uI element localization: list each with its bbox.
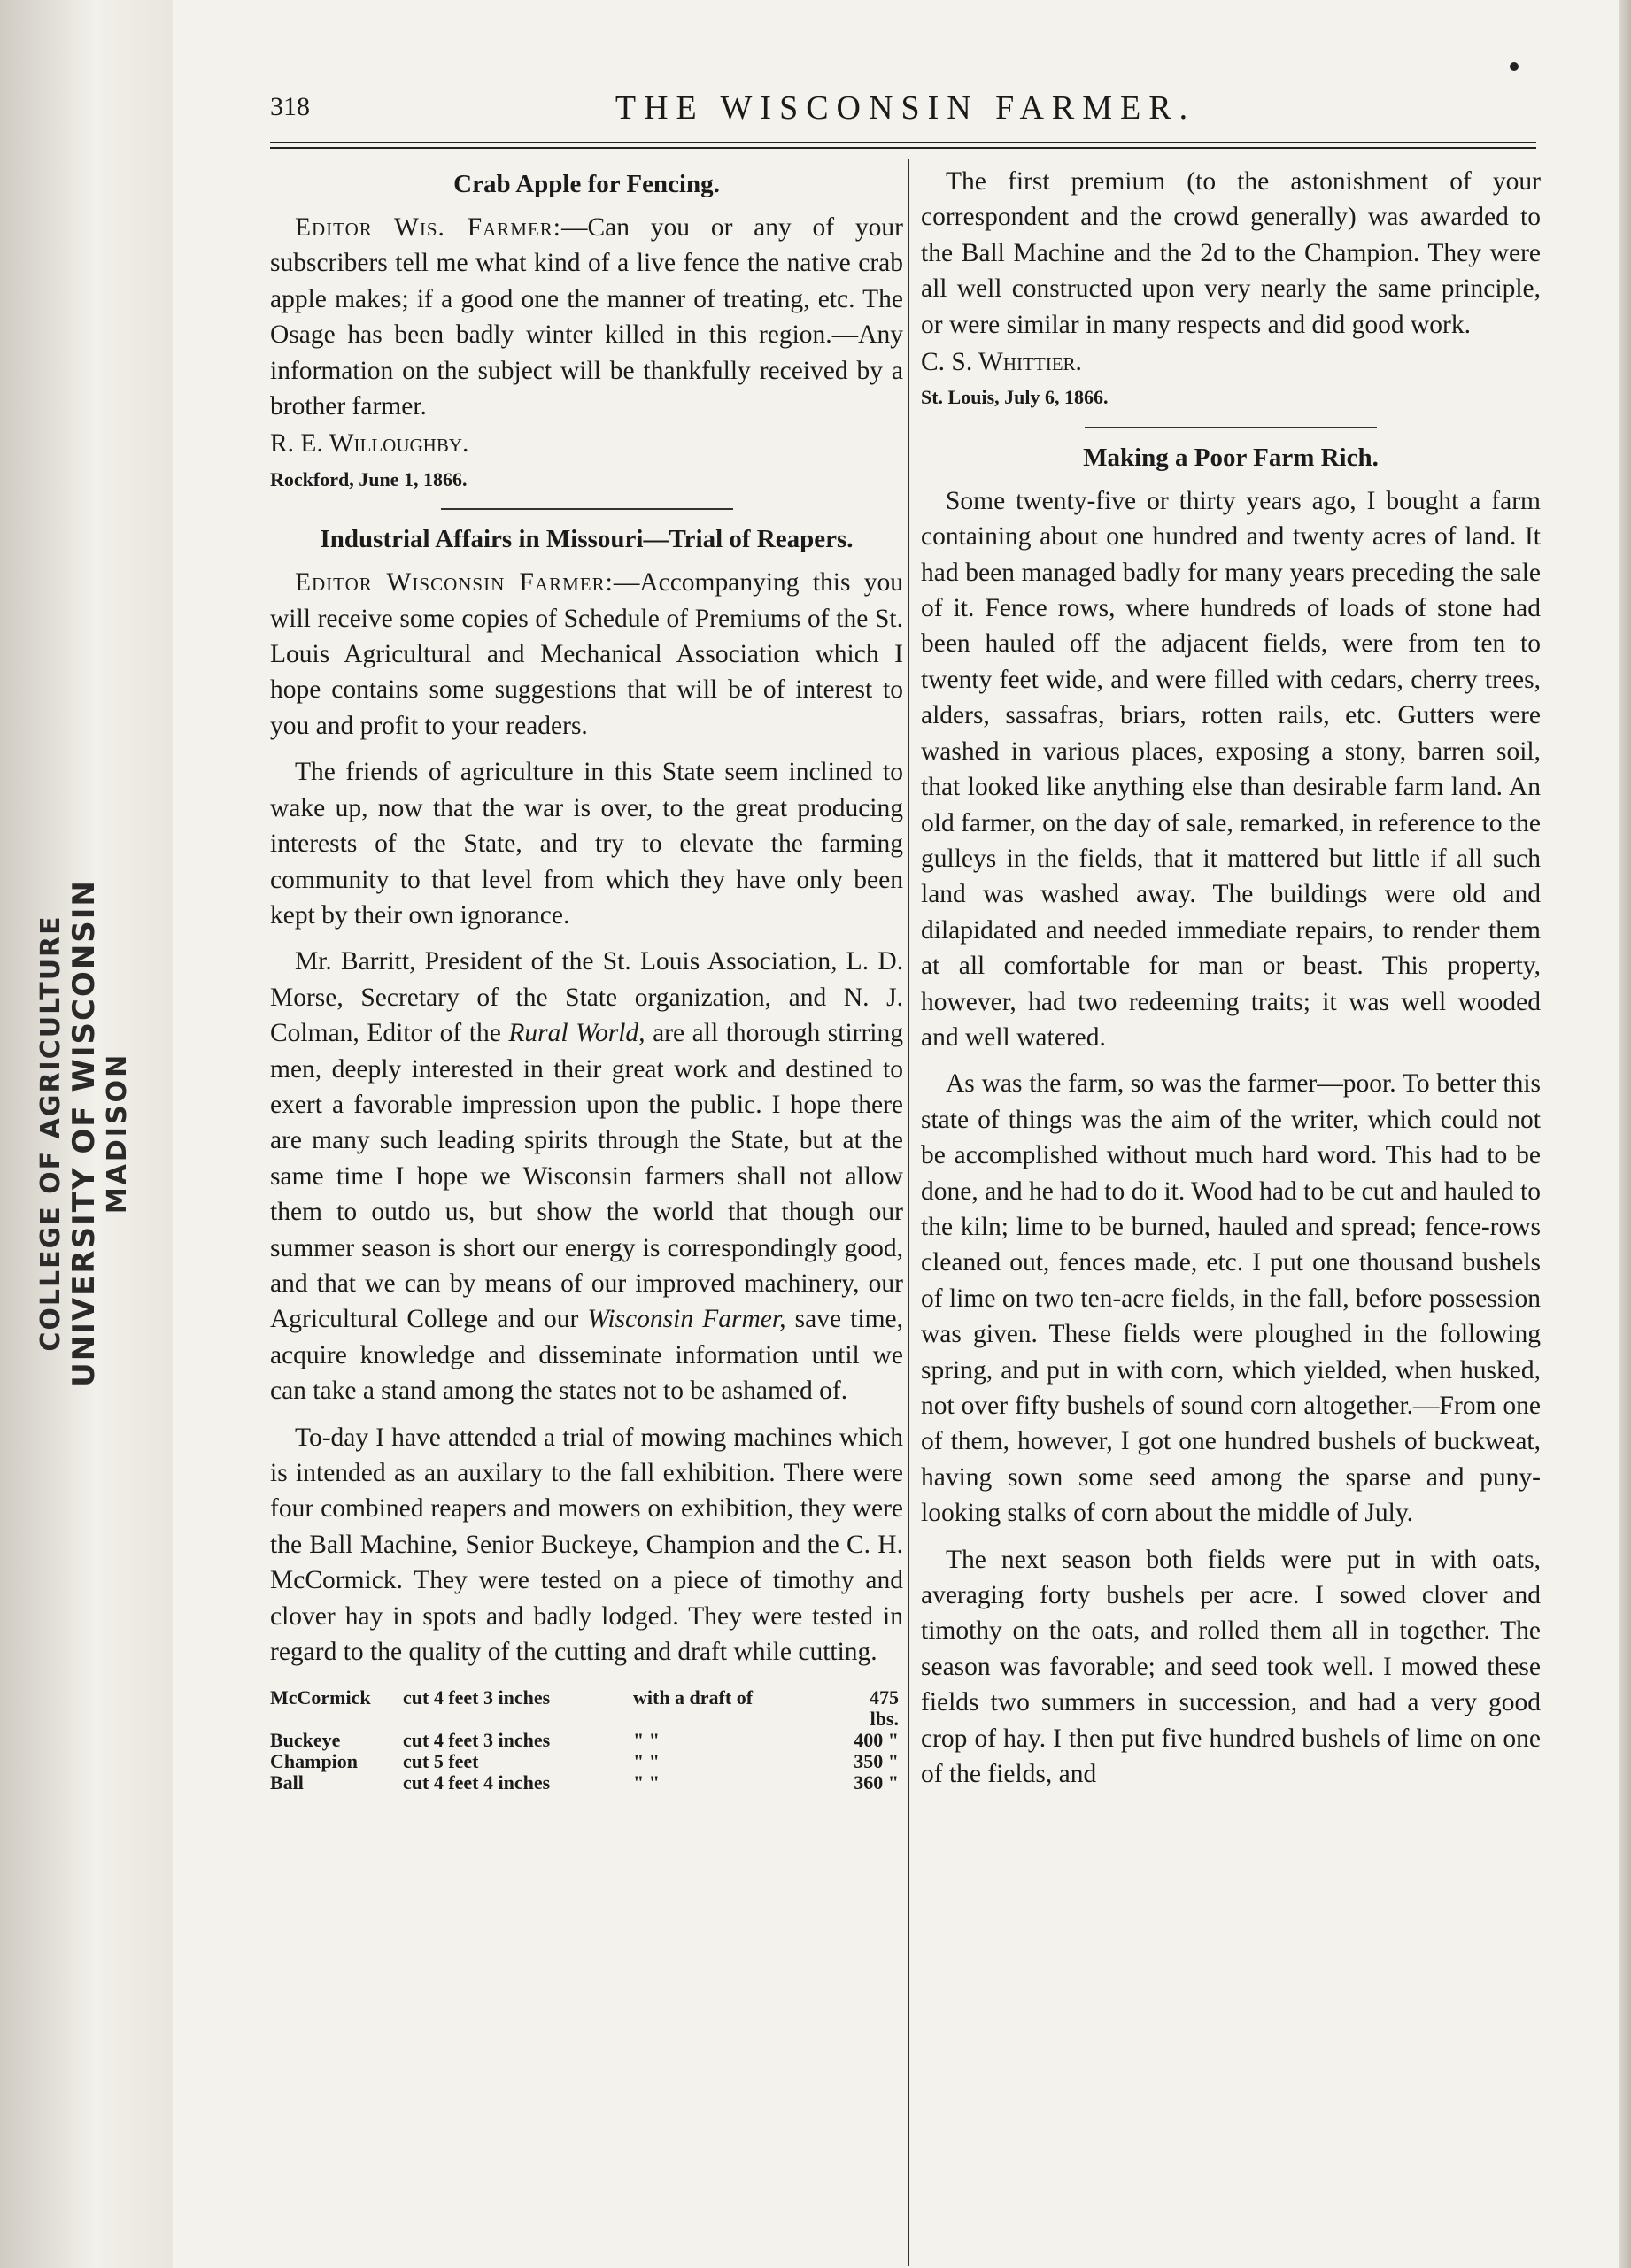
cut-width: cut 5 feet xyxy=(403,1750,479,1773)
signature-willoughby: R. E. Willoughby. xyxy=(270,429,469,459)
italic-title: Rural World, xyxy=(508,1019,645,1048)
library-stamp xyxy=(35,879,133,1387)
body-text: —Can you or any of your subscribers tell me what kind of a live fence the native crab apple makes; if a good one the manner of treating, etc. The Osage has been badly winter killed in this region.—Any information on the subject will be thankfully received by a brother farmer. xyxy=(270,213,903,421)
newspaper-page xyxy=(173,0,1631,2268)
signature-whittier: C. S. Whittier. xyxy=(921,348,1082,377)
paragraph-4: To-day I have attended a trial of mowing machines which is intended as an auxilary to the fall exhibition. There were four combined reapers and mowers on exhibition, they were the Ball Machine, Senior Buckeye, Champion and the C. H. McCormick. They were tested on a piece of timothy and clover hay in spots and badly lodged. They were tested in regard to the quality of the cutting and draft while cutting. xyxy=(270,1423,903,1667)
cut-width: cut 4 feet 4 inches xyxy=(403,1771,551,1794)
salutation: Editor Wisconsin Farmer: xyxy=(295,568,614,598)
draft-label: " " xyxy=(633,1771,660,1794)
page-edge xyxy=(1619,0,1631,2268)
paragraph-text: —Accompanying this you will receive some copies of Schedule of Premiums of the St. Louis Agricultural and Mechanical Association which I hope contains some suggestions that will be of interest to you and profit to your readers. xyxy=(270,568,903,740)
paragraph-2: The friends of agriculture in this State seem inclined to wake up, now that the war is over, to the great producing interests of the State, and try to elevate the farming community to that level from which they have only been kept by their own ignorance. xyxy=(270,758,903,930)
paragraph-1: Some twenty-five or thirty years ago, I bought a farm containing about one hundred and twenty acres of land. It had been managed badly for many years preceding the sale of it. Fence rows, where hundreds of loads of stone had been hauled off the adjacent fields, were from ten to twenty feet wide, and were filled with cedars, cherry trees, alders, sassafras, briars, rotten rails, etc. Gutters were washed in various places, exposing a stony, barren soil, that looked like anything else than desirable farm land. An old farmer, on the day of sale, remarked, in reference to the gulleys in the fields, that it mattered but little if all such land was washed away. The buildings were old and dilapidated and needed immediate repairs, to render them at all comfortable for man or beast. This property, however, had two redeeming traits; it was well wooded and well watered. xyxy=(921,486,1541,1052)
cut-width: cut 4 feet 3 inches xyxy=(403,1686,551,1709)
machine-name: Champion xyxy=(270,1750,359,1773)
print-speck xyxy=(1510,62,1519,71)
draft-value: 350 " xyxy=(854,1750,899,1773)
draft-label: " " xyxy=(633,1729,660,1752)
paragraph-2: As was the farm, so was the farmer—poor. To better this state of things was the aim of the writer, which could not be accomplished without much hard word. This had to be done, and he had to do it. Wood had to be cut and hauled to the kiln; lime to be burned, hauled and spread; fence-rows cleaned out, fences made, etc. I put one thousand bushels of lime on two ten-acre fields, in the fall, before possession was given. These fields were ploughed in the following spring, and put in with corn, which yielded, when husked, not over fifty bushels of sound corn altogether.—From one of them, however, I got one hundred bushels of buckweat, having sown some seed among the sparse and puny-looking stalks of corn about the middle of July. xyxy=(921,1069,1542,1528)
header-rule xyxy=(270,142,1536,143)
book-binding-margin xyxy=(0,0,173,2268)
article-title-missouri: Industrial Affairs in Missouri—Trial of Reapers. xyxy=(320,525,854,554)
salutation: Editor Wis. Farmer: xyxy=(295,213,561,242)
right-column xyxy=(921,164,1541,1792)
article-separator xyxy=(270,503,903,512)
paragraph-1 xyxy=(270,565,903,744)
table-row xyxy=(270,1687,903,1730)
table-row xyxy=(270,1751,903,1772)
draft-label: with a draft of xyxy=(633,1686,754,1709)
article-title-crab-apple: Crab Apple for Fencing. xyxy=(453,170,720,198)
draft-label: " " xyxy=(633,1750,660,1773)
stamp-line-3: MADISON xyxy=(102,1052,133,1215)
stamp-line-1: COLLEGE OF AGRICULTURE xyxy=(35,914,66,1352)
paragraph-text: are all thorough stirring men, deeply interested in their great work and destined to exert a favorable impression upon the public. I hope there are many such leading spirits through the State, but at the same time I hope we Wisconsin farmers shall not allow them to outdo us, but show the world that though our summer season is short our energy is correspondingly good, and that we can by means of our improved machinery, our Agricultural College and our xyxy=(270,1019,903,1334)
paragraph-3 xyxy=(270,944,903,1408)
article-body-crab-apple xyxy=(270,210,903,424)
machine-name: Buckeye xyxy=(270,1729,341,1752)
draft-value: 475 lbs. xyxy=(870,1686,899,1731)
page-header xyxy=(270,89,1541,133)
page-number: 318 xyxy=(270,92,310,121)
stamp-line-2: UNIVERSITY OF WISCONSIN xyxy=(66,879,102,1387)
masthead-title: THE WISCONSIN FARMER. xyxy=(615,89,1196,127)
machine-name: McCormick xyxy=(270,1686,371,1709)
italic-title: Wisconsin Farmer, xyxy=(587,1305,786,1334)
table-row xyxy=(270,1730,903,1751)
paragraph-text: save time, acquire knowledge and disseminate information until we can take a stand among the states not to be ashamed of. xyxy=(270,1305,903,1406)
table-row xyxy=(270,1772,903,1794)
dateline-st-louis: St. Louis, July 6, 1866. xyxy=(921,386,1109,409)
cut-width: cut 4 feet 3 inches xyxy=(403,1729,551,1752)
draft-table xyxy=(270,1687,903,1794)
paragraph-text: Mr. Barritt, President of the St. Louis Association, L. D. Morse, Secretary of the State organization, and N. J. Colman, Editor of the xyxy=(270,947,903,1048)
paragraph-continued: The first premium (to the astonishment of your correspondent and the crowd generally) was awarded to the Ball Machine and the 2d to the Champion. They were all well constructed upon very nearly the same principle, or were similar in many respects and did good work. xyxy=(921,167,1541,339)
dateline-rockford: Rockford, June 1, 1866. xyxy=(270,467,468,490)
draft-value: 400 " xyxy=(854,1729,899,1752)
article-title-poor-farm: Making a Poor Farm Rich. xyxy=(1083,443,1379,472)
column-divider xyxy=(908,159,909,2266)
machine-name: Ball xyxy=(270,1771,304,1794)
paragraph-3: The next season both fields were put in with oats, averaging forty bushels per acre. I sowed clover and timothy on the oats, and rolled them all in together. The season was favorable; and seed took well. I mowed these fields two summers in succession, and had a very good crop of hay. I then put five hundred bushels of lime on one of the fields, and xyxy=(921,1545,1541,1789)
left-column xyxy=(270,164,903,1794)
draft-value: 360 " xyxy=(854,1771,899,1794)
article-separator xyxy=(921,421,1541,430)
header-rule-2 xyxy=(270,147,1536,149)
